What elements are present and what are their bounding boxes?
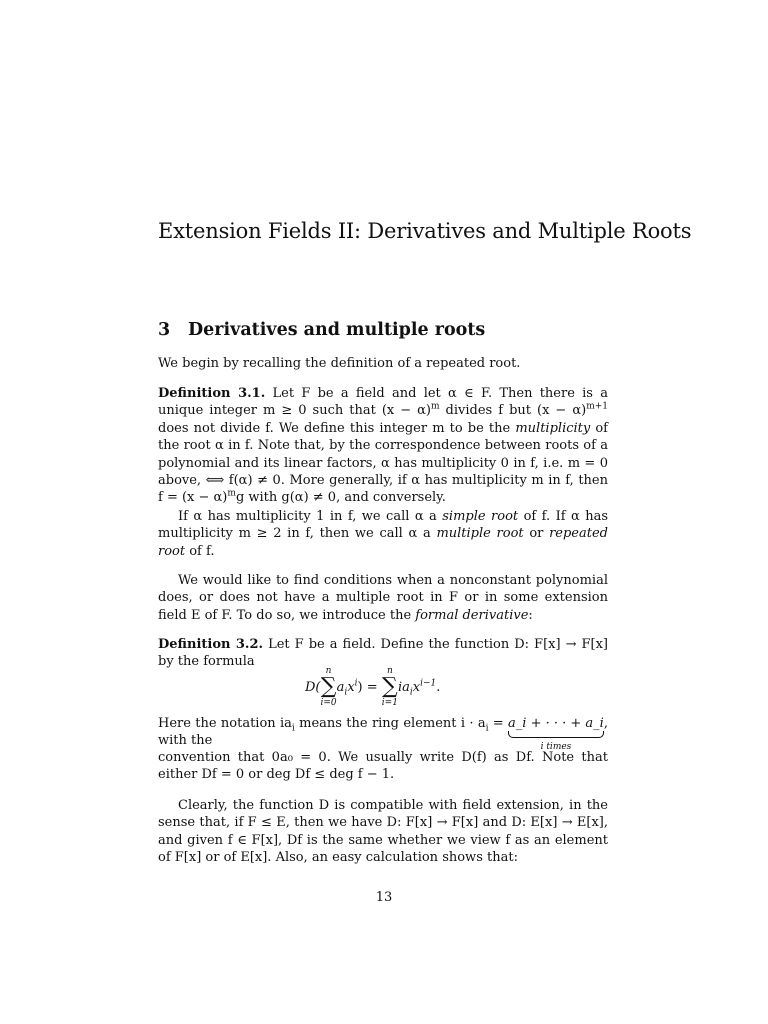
term-repeated-root: repeated root (158, 526, 608, 559)
definition-3-1-text (158, 385, 608, 507)
sum-right-upper: n (386, 666, 393, 676)
def32-text: Let F be a field. Define the function D: F[x] → F[x] by the formula (158, 637, 609, 670)
compatibility-text: Clearly, the function D is compatible with field extension, in the sense that, if F ≤ E, then we have D: F[x] → F[x] and D: E[x] → E[x], and given f ∈ F[x], Df is the same whether we view f as an element of F[x] or of E[x]. Also, an easy calculation shows that: (158, 798, 608, 866)
would-text-b: : (528, 607, 533, 623)
sum-left-lower: i=0 (320, 698, 337, 708)
summand-right-sup: i−1 (420, 678, 437, 689)
term-simple-root: simple root (442, 509, 519, 524)
formula-lhs-open: D( (305, 679, 321, 695)
simple-text-c: or (523, 526, 550, 542)
simple-root-paragraph (158, 508, 608, 560)
def31-text-a: Let F be a field and let α ∈ F. Then there is a unique integer m ≥ 0 such that (x − α) (158, 386, 608, 419)
definition-3-1-label: Definition 3.1. (158, 386, 266, 401)
notation-paragraph (158, 715, 608, 750)
notation-sub-i: i (291, 723, 295, 734)
simple-text-d: of f. (185, 543, 215, 559)
formal-derivative-intro-paragraph (158, 572, 608, 624)
summand-left (336, 678, 358, 698)
page-number: 13 (375, 890, 393, 905)
notation-text-c: = (488, 716, 509, 731)
summand-right-sub: i (409, 687, 413, 698)
notation-text-d: , with the (158, 716, 608, 749)
section-title: Derivatives and multiple roots (188, 320, 486, 340)
def31-sup-m: m (431, 402, 440, 413)
underbrace-icon (508, 731, 604, 738)
sum-right (382, 666, 398, 708)
definition-3-2-label: Definition 3.2. (158, 637, 264, 652)
summand-right-ia: ia (397, 679, 410, 695)
derivative-formula (305, 666, 440, 714)
section-number: 3 (158, 320, 171, 340)
notation-sub-i2: i (485, 723, 489, 734)
def31-text-c: does not divide f. We define this integer m to be the (158, 420, 516, 436)
would-text-a: We would like to find conditions when a nonconstant polynomial does, or does not have a multiple root in F or in some extension field E of F. To do so, we introduce the (158, 573, 608, 623)
formal-derivative-intro-text (158, 572, 608, 624)
section-heading (158, 318, 485, 342)
def31-text-d: of the root α in f. Note that, by the correspondence between roots of a polynomial and its linear factors, α has multiplicity 0 in f, i.e. m = 0 above, ⟺ f(α) ≠ 0. More generally, if α has multiplicity m in f, then f = (x − α) (158, 420, 608, 506)
convention-paragraph (158, 749, 608, 784)
sum-left (321, 666, 337, 708)
intro-paragraph (158, 355, 608, 372)
summand-left-x: x (347, 679, 355, 695)
summand-right-x: x (412, 679, 421, 695)
summand-left-sub: i (344, 687, 348, 698)
underbrace-content: a_i + · · · + a_i (508, 716, 604, 731)
sum-right-lower: i=1 (381, 698, 398, 708)
simple-text-a: If α has multiplicity 1 in f, we call α a (178, 509, 443, 524)
underbrace-label: i times (540, 742, 572, 752)
def31-text-e: g with g(α) ≠ 0, and conversely. (235, 490, 446, 506)
term-formal-derivative: formal derivative (415, 607, 529, 623)
compatibility-paragraph (158, 797, 608, 867)
sigma-left-icon: ∑ (320, 674, 337, 699)
sum-left-upper: n (325, 666, 332, 676)
summand-left-a: a (336, 679, 345, 695)
def31-sup-m1: m+1 (586, 402, 608, 413)
term-multiplicity: multiplicity (515, 420, 591, 436)
notation-text-a: Here the notation ia (158, 716, 292, 731)
notation-text (158, 715, 608, 750)
intro-text: We begin by recalling the definition of a repeated root. (158, 356, 521, 371)
def31-text-b: divides f but (x − α) (439, 403, 587, 419)
def31-sup-m2: m (227, 489, 236, 500)
formula-mid: ) = (357, 679, 378, 695)
term-multiple-root: multiple root (436, 526, 524, 542)
underbrace-sum (508, 715, 604, 752)
definition-3-1 (158, 385, 608, 507)
chapter-title: Extension Fields II: Derivatives and Multiple Roots (158, 219, 692, 243)
simple-root-text (158, 508, 608, 560)
sigma-right-icon: ∑ (382, 674, 398, 699)
formula-end: . (436, 679, 441, 695)
summand-right (397, 678, 437, 698)
summand-left-sup: i (354, 678, 358, 689)
simple-text-b: of f. If α has multiplicity m ≥ 2 in f, then we call α a (158, 509, 608, 542)
convention-text: convention that 0a₀ = 0. We usually write D(f) as Df. Note that either Df = 0 or deg Df ≤ deg f − 1. (158, 750, 608, 783)
notation-text-b: means the ring element i · a (294, 716, 486, 731)
